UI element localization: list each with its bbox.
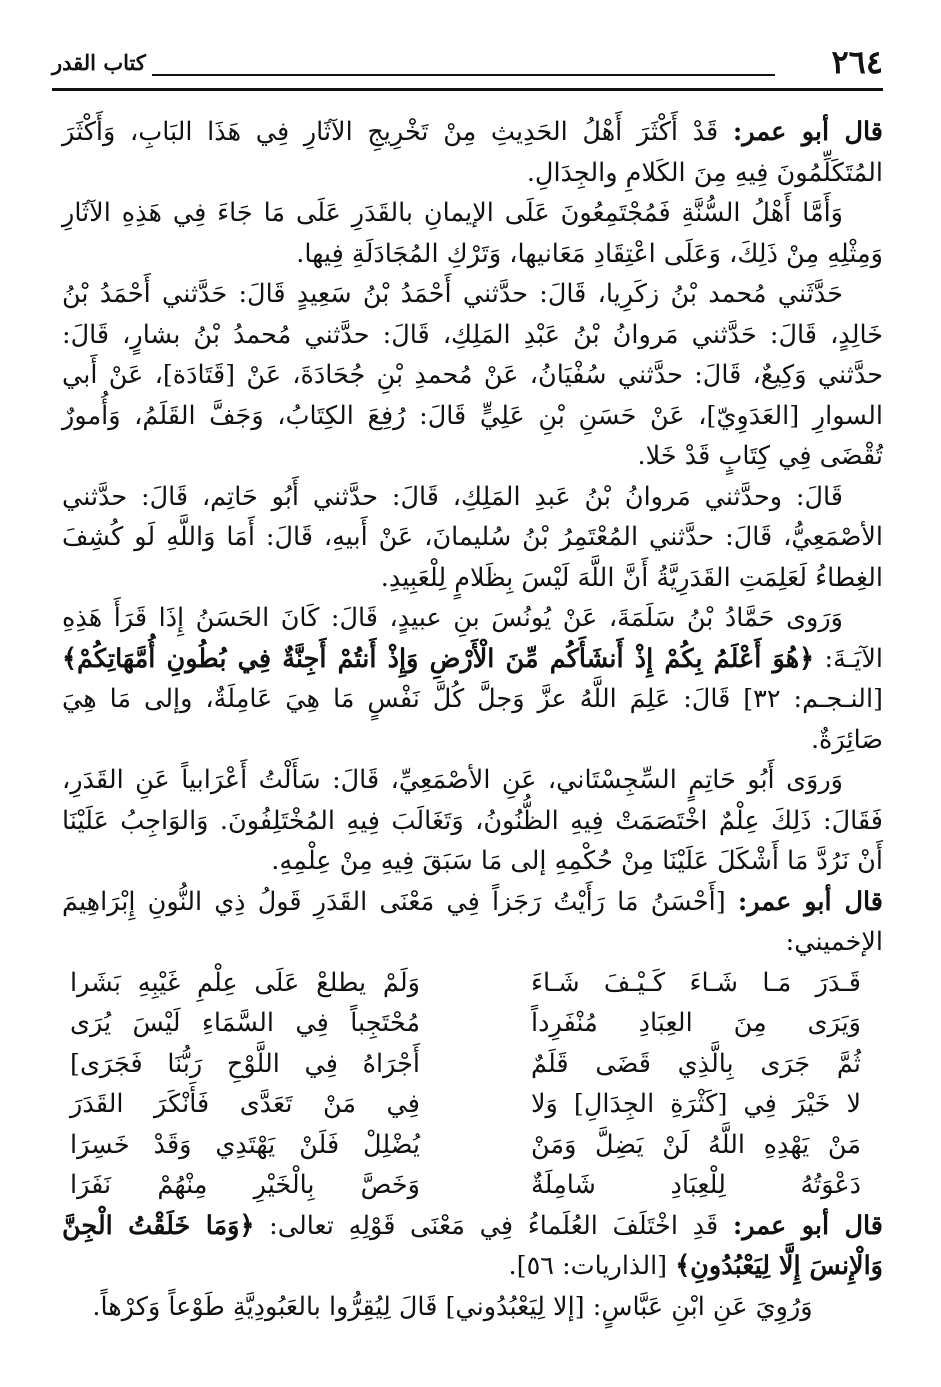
paragraph-text: [النـجـم: ٣٢] قَالَ: عَلِمَ اللَّهُ عزَّ وَجلَّ كُلَّ نَفْسٍ مَا هِيَ عَامِلَةٌ، وإلى مَا هِيَ صَائِرَةٌ. [62,684,883,755]
paragraph-1 [62,112,883,193]
paragraph-text: قَدْ أَكْثَرَ أَهْلُ الحَدِيثِ مِنْ تَخْرِيجِ الآثَارِ فِي هَذَا البَابِ، وَأَكْثَرَ المُتَكَلِّمُونَ فِيهِ مِنَ الكَلامِ والجِدَالِ. [62,117,883,188]
speaker-label: قال أبو عمر: [732,117,883,147]
paragraph-text: [الذاريات: ٥٦]. [508,1251,668,1281]
poem-second-hemistich: وَلَمْ يطلعْ عَلَى عِلْمِ غَيْبِهِ بَشَرا [70,967,420,998]
poem-line [62,1125,883,1166]
paragraph-6: وَروَى أَبُو حَاتِمٍ السِّجِسْتَاني، عَنِ الأصْمَعِيِّ، قَالَ: سَأَلْتُ أَعْرَابياً عَنِ القَدَرِ، فَقَالَ: ذَلِكَ عِلْمٌ اخْتَصَمَتْ فِيهِ الظُّنُونُ، وَتَغَالَبَ فِيهِ المُخْتَلِفُونَ. وَالوَاجِبُ عَلَيْنَا أَنْ نَرُدَّ مَا أَشْكَلَ عَلَيْنَا مِنْ حُكْمِهِ إلى مَا سَبَقَ فِيهِ مِنْ عِلْمِهِ. [62,765,883,876]
page-header [52,40,883,92]
poem [62,963,883,1206]
page-body [62,112,883,1327]
page-number: ٢٦٤ [831,43,883,81]
poem-line [62,1044,883,1085]
poem-second-hemistich: وَخَصَّ بِالْخَيْرِ مِنْهُمْ نَفَرَا [70,1170,420,1200]
paragraph-8 [62,1206,883,1287]
poem-second-hemistich: يُضْلِلْ فَلَنْ يَهْتَدِي وَقَدْ خَسِرَا [70,1129,420,1160]
poem-second-hemistich: أَجْرَاهُ فِي اللَّوْحِ رَبُّنَا فَجَرَى] [70,1048,420,1079]
poem-first-hemistich: مَنْ يَهْدِهِ اللَّهُ لَنْ يَضِلَّ وَمَنْ [531,1129,861,1160]
paragraph-text: وَرَوى حَمَّادُ بْنُ سَلَمَةَ، عَنْ يُونُسَ بنِ عبيدٍ، قَالَ: كَانَ الحَسَنُ إِذَا قَرَأَ هَذِهِ الآيَـةَ: [62,603,883,674]
quran-verse: ﴿هُوَ أَعْلَمُ بِكُمْ إِذْ أَنشَأَكُم مِّنَ الْأَرْضِ وَإِذْ أَنتُمْ أَجِنَّةٌ فِي بُطُونِ أُمَّهَاتِكُمْ﴾ [62,643,815,674]
poem-first-hemistich: قَـدَرَ مَـا شَـاءَ كَـيْـفَ شَـاءَ [531,967,861,998]
poem-first-hemistich: لا خَيْرَ فِي [كَثْرَةِ الجِدَالِ] وَلا [531,1089,861,1119]
paragraph-5 [62,598,883,760]
book-title: كتاب القدر [52,50,146,75]
paragraph-9: وَرُوِيَ عَنِ ابْنِ عَبَّاسٍ: [إلا لِيَعْبُدُوني] قَالَ لِيُقِرُّوا بالعَبُودِيَّةِ طَوْعاً وَكرْهاً. [92,1291,813,1322]
paragraph-2: وَأَمَّا أَهْلُ السُّنَّةِ فَمُجْتَمِعُونَ عَلَى الإيمانِ بالقَدَرِ عَلَى مَا جَاءَ فِي هَذِهِ الآثَارِ وَمِثْلِهِ مِنْ ذَلِكَ، وَعَلَى اعْتِقَادِ مَعَانيها، وَتَرْكِ المُجَادَلَةِ فِيها. [62,198,883,269]
poem-second-hemistich: مُحْتَجِباً فِي السَّمَاءِ لَيْسَ يُرَى [70,1008,420,1038]
paragraph-text: قَدِ اخْتَلَفَ العُلَماءُ فِي مَعْنَى قَوْلِهِ تعالى: [269,1210,719,1241]
paragraph-text: [أَحْسَنُ مَا رَأَيْتُ رَجَزاً فِي مَعْنَى القَدَرِ قَولُ ذِي النُّونِ إِبْرَاهِيمَ الإخميني: [62,886,883,957]
quran-verse: ﴿وَمَا خَلَقْتُ الْجِنَّ وَالْإِنسَ إِلَّا لِيَعْبُدُونِ﴾ [62,1210,883,1281]
speaker-label: قال أبو عمر: [737,886,883,917]
poem-second-hemistich: فِي مَنْ تَعَدَّى فَأَنْكَرَ القَدَرَ [70,1089,420,1119]
poem-first-hemistich: دَعْوَتُهُ لِلْعِبَادِ شَامِلَةٌ [531,1170,861,1200]
poem-line [62,1165,883,1206]
paragraph-4: قَالَ: وحدَّثني مَروانُ بْنُ عَبدِ المَلِكِ، قَالَ: حدَّثني أَبُو حَاتِم، قَالَ: حدَّثني الأصْمَعِيُّ، قَالَ: حدَّثني المُعْتَمِرُ بْنُ سُليمانَ، عَنْ أَبيهِ، قَالَ: أَمَا وَاللَّهِ لَو كُشِفَ الغِطاءُ لَعَلِمَتِ القَدَرِيَّةُ أَنَّ اللَّهَ لَيْسَ بِظَلامٍ لِلْعَبِيدِ. [62,481,883,593]
header-divider-short [152,74,775,76]
poem-line [62,1003,883,1044]
poem-line [62,1084,883,1125]
poem-line [62,963,883,1004]
paragraph-7 [62,882,883,963]
speaker-label: قال أبو عمر: [732,1210,883,1241]
paragraph-3: حَدَّثَني مُحمد بْنُ زكَرِيا، قَالَ: حدَّثني أَحْمَدُ بْنُ سَعِيدٍ قَالَ: حَدَّثني أَحْمَدُ بْنُ خَالِدٍ، قَالَ: حَدَّثني مَروانُ بْنُ عَبْدِ المَلِكِ، قَالَ: حدَّثني مُحمدُ بْنُ بشارٍ، قَالَ: حدَّثني وَكِيعٌ، قَالَ: حدَّثني سُفْيَانُ، عَنْ مُحمدِ بْنِ جُحَادَةَ، عَنْ [قَتَادَة]، عَنْ أَبي السوارِ [العَدَوِيّ]، عَنْ حَسَنِ بْنِ عَلِيٍّ قَالَ: رُفِعَ الكِتَابُ، وَجَفَّ القَلَمُ، وَأُمورٌ تُقْضَى فِي كِتَابٍ قَدْ خَلا. [62,279,883,471]
header-rule [52,88,883,91]
poem-first-hemistich: ثُمَّ جَرَى بِالَّذِي قَضَى قَلَمٌ [531,1048,861,1079]
poem-first-hemistich: وَيَرَى مِنَ العِبَادِ مُنْفَرِداً [531,1008,861,1038]
